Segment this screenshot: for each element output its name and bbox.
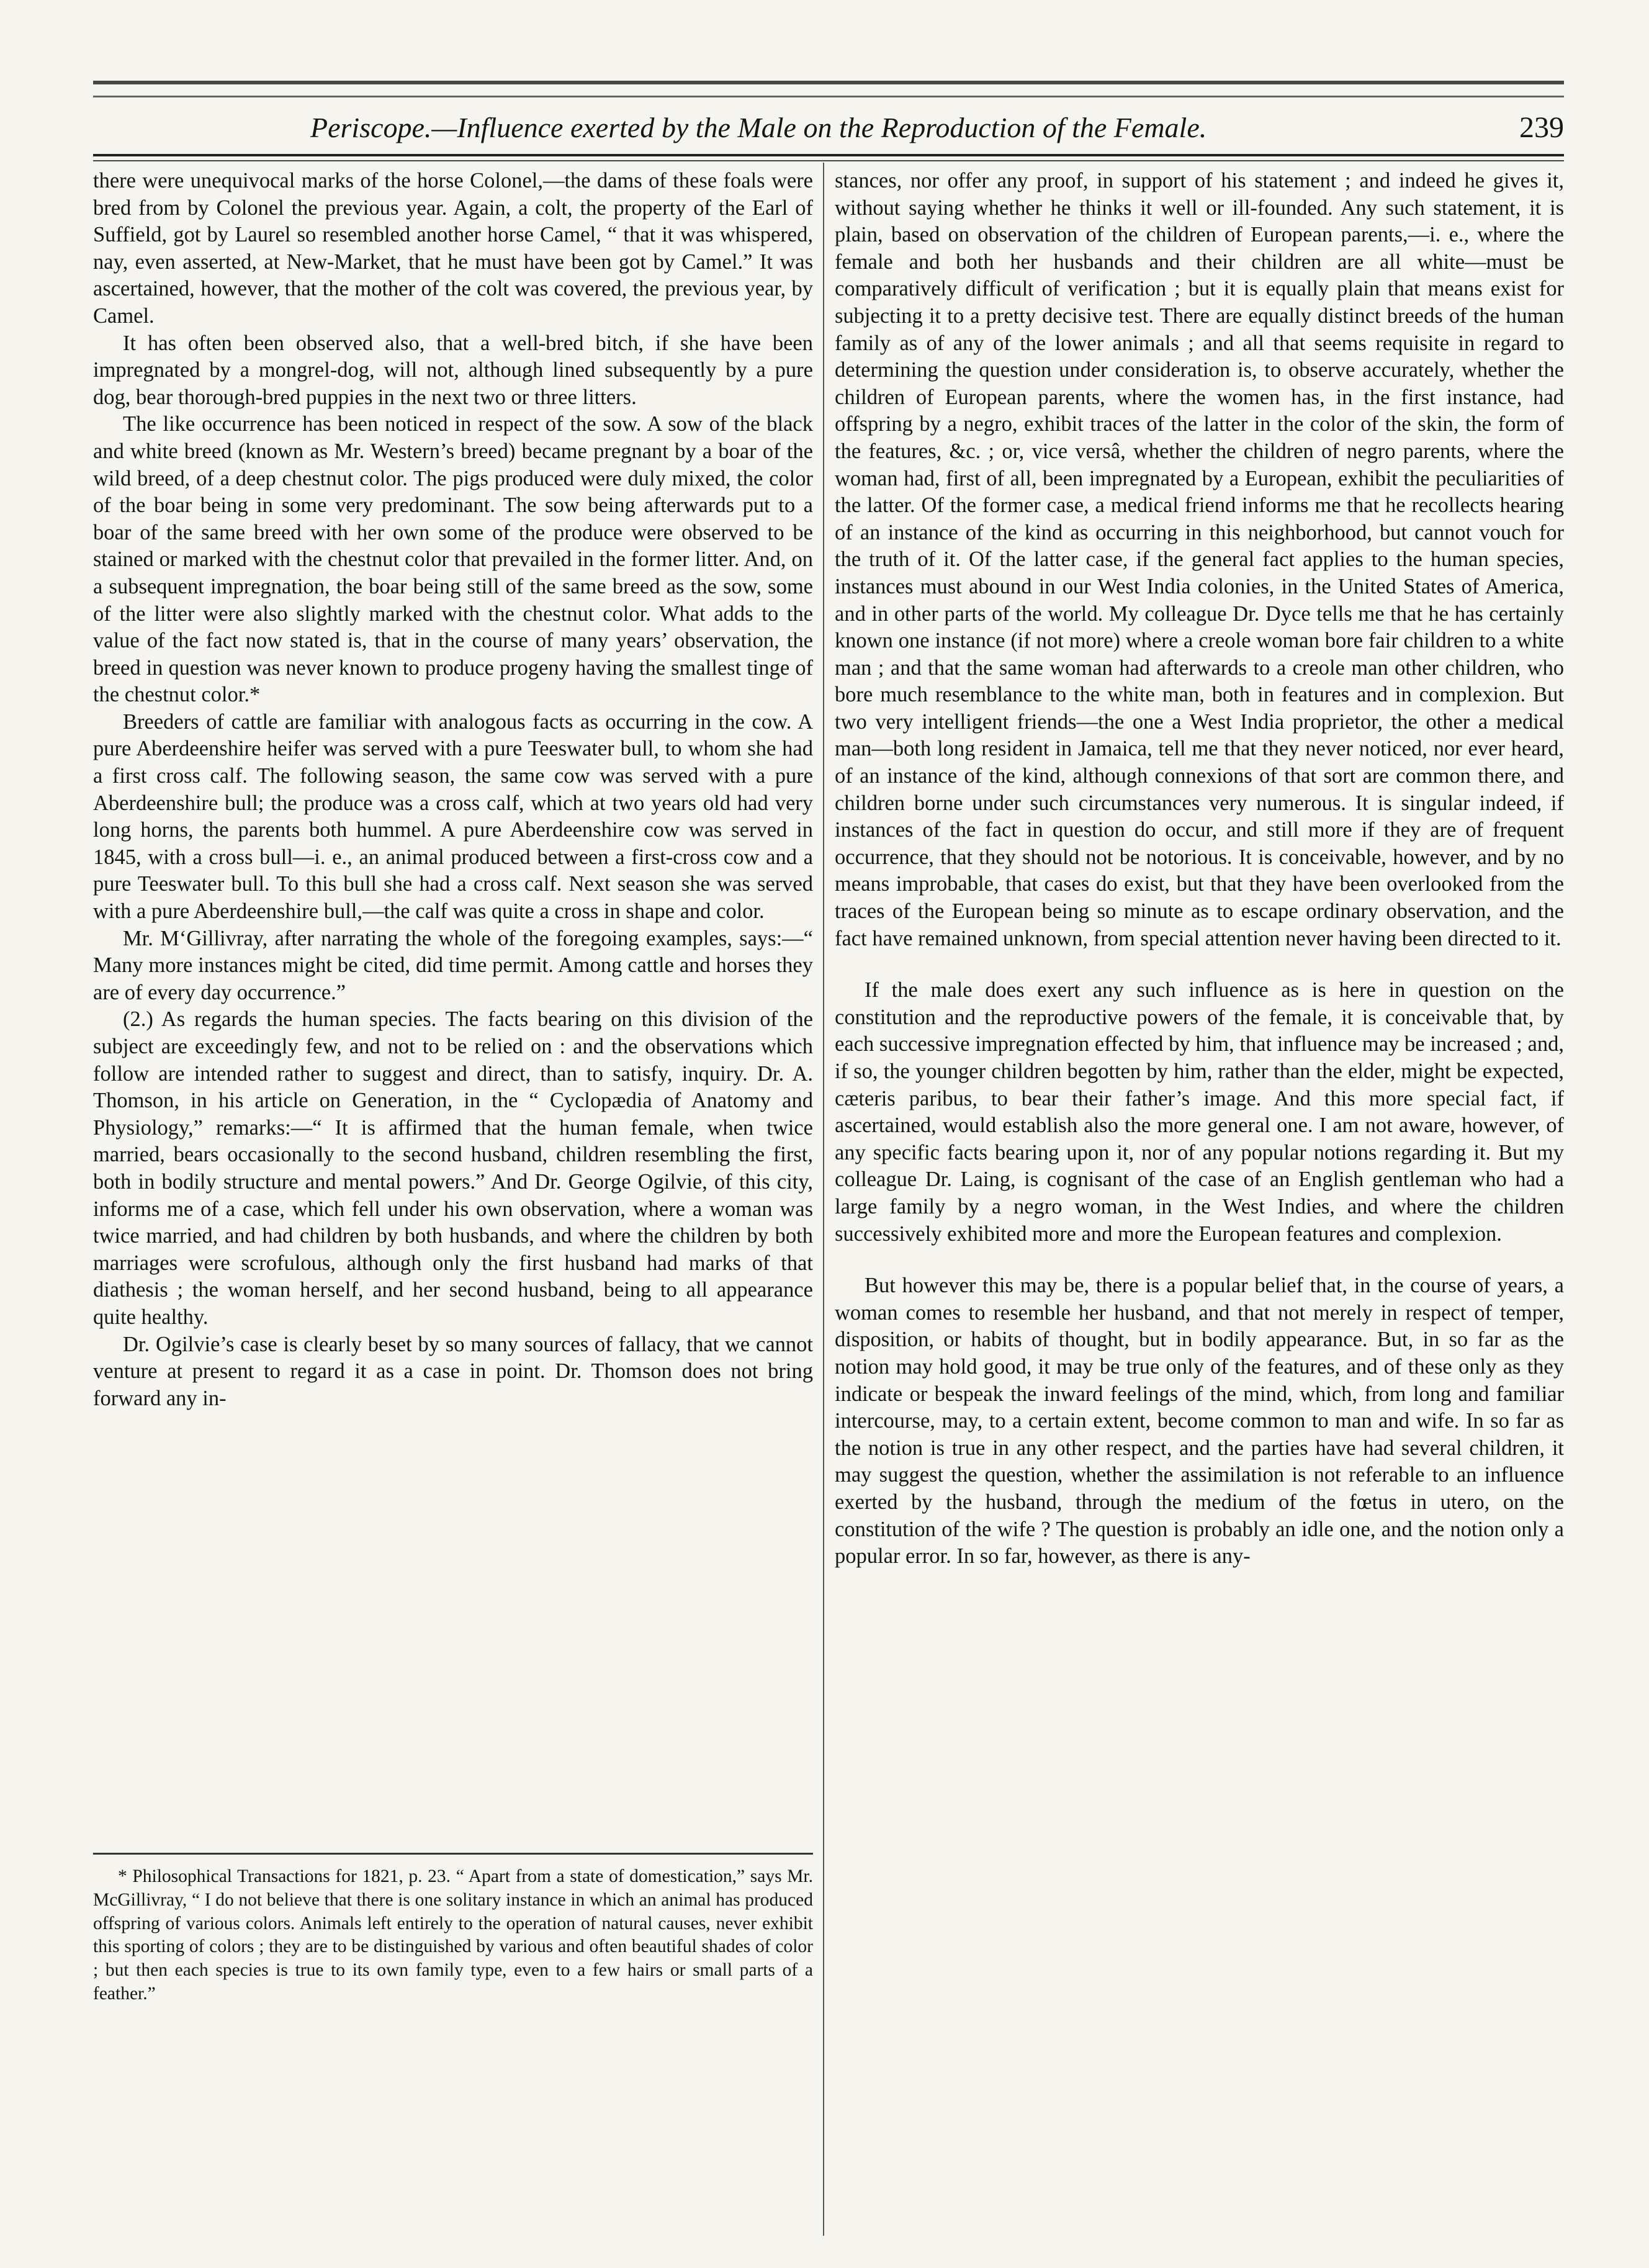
paragraph: there were unequivocal marks of the horse Colonel,—the dams of these foals were bred from by Colonel the previous year. Again, a colt, the property of the Earl of Suffield, got by Laurel so resembled another horse Camel, “ that it was whispered, nay, even asserted, at New-Market, that he must have been got by Camel.” It was ascertained, however, that the mother of the colt was covered, the previous year, by Camel. (93, 169, 813, 328)
footnote-text: * Philosophical Transactions for 1821, p. 23. “ Apart from a state of domestication,” says Mr. McGillivray, “ I do not believe that there is one solitary instance in which an animal has produced offspring of various colors. Animals left entirely to the operation of natural causes, never exhibit this sporting of colors ; they are to be distinguished by various and often beautiful shades of color ; but then each species is true to its own family type, even to a few hairs or small parts of a feather.” (93, 1866, 813, 2004)
paragraph: If the male does exert any such influence as is here in question on the constitution and the reproductive powers of the female, it is conceivable that, by each successive impregnation effected by him, that influence may be increased ; and, if so, the younger children begotten by him, rather than the elder, might be expected, cæteris paribus, to bear their father’s image. And this more special fact, if ascertained, would establish also the more general one. I am not aware, however, of any specific facts bearing upon it, nor of any popular notions regarding it. But my colleague Dr. Laing, is cognisant of the case of an English gentleman who had a large family by a negro woman, in the West Indies, and where the children successively exhibited more and more the European features and complexion. (835, 978, 1564, 1246)
header-rule (93, 154, 1564, 161)
paragraph: But however this may be, there is a popular belief that, in the course of years, a woman comes to resemble her husband, and that not merely in respect of temper, disposition, or habits of thought, but in bodily appearance. But, in so far as the notion may hold good, it may be true only of the features, and of these only as they indicate or bespeak the inward feelings of the mind, which, from long and familiar intercourse, may, to a certain extent, become common to man and wife. In so far as the notion is true in any other respect, and the parties have had several children, it may suggest the question, whether the assimilation is not referable to an influence exerted by the husband, through the medium of the fœtus in utero, on the constitution of the wife ? The question is probably an idle one, and the notion only a popular error. In so far, however, as there is any- (835, 1274, 1564, 1568)
footnote-rule (93, 1853, 813, 1855)
top-border-rule (93, 81, 1564, 97)
paragraph: stances, nor offer any proof, in support of his statement ; and indeed he gives it, without saying whether he thinks it well or ill-founded. Any such statement, it is plain, based on observation of the children of European parents,—i. e., where the female and both her husbands and their children are all white—must be comparatively difficult of verification ; but it is equally plain that means exist for subjecting it to a pretty decisive test. There are equally distinct breeds of the human family as of any of the lower animals ; and all that seems requisite in regard to determining the question under consideration is, to observe accurately, whether the children of European parents, where the women has, in the first instance, had offspring by a negro, exhibit traces of the latter in the color of the skin, the form of the features, &c. ; or, vice versâ, whether the children of negro parents, where the woman had, first of all, been impregnated by a European, exhibit the peculiarities of the latter. Of the former case, a medical friend informs me that he recollects hearing of an instance of the kind as occurring in this neighborhood, but cannot vouch for the truth of it. Of the latter case, if the general fact applies to the human species, instances must abound in our West India colonies, in the United States of America, and in other parts of the world. My colleague Dr. Dyce tells me that he has certainly known one instance (if not more) where a creole woman bore fair children to a white man ; and that the same woman had afterwards to a creole man other children, who bore much resemblance to the white man, both in features and in complexion. But two very intelligent friends—the one a West India proprietor, the other a medical man—both long resident in Jamaica, tell me that they never noticed, nor ever heard, of an instance of the kind, although connexions of that sort are common there, and children borne under such circumstances very numerous. It is singular indeed, if instances of the fact in question do occur, and still more if they are of frequent occurrence, that they should not be notorious. It is conceivable, however, and by no means improbable, that cases do exist, but that they have been overlooked from the traces of the European being so minute as to escape ordinary observation, and the fact have remained unknown, from special attention never having been directed to it. (835, 169, 1564, 950)
right-column (835, 168, 1564, 1570)
paragraph: It has often been observed also, that a well-bred bitch, if she have been impregnated by a mongrel-dog, will not, although lined subsequently by a pure dog, bear thorough-bred puppies in the next two or three litters. (93, 331, 813, 409)
running-title: Periscope.—Influence exerted by the Male on the Reproduction of the Female. (310, 111, 1207, 143)
running-header (93, 106, 1564, 149)
column-divider (823, 163, 824, 2236)
paragraph: Breeders of cattle are familiar with analogous facts as occurring in the cow. A pure Aberdeenshire heifer was served with a pure Teeswater bull, to whom she had a first cross calf. The following season, the same cow was served with a pure Aberdeenshire bull; the produce was a cross calf, which at two years old had very long horns, the parents both hummel. A pure Aberdeenshire cow was served in 1845, with a cross bull—i. e., an animal produced between a first-cross cow and a pure Teeswater bull. To this bull she had a cross calf. Next season she was served with a pure Aberdeenshire bull,—the calf was quite a cross in shape and color. (93, 709, 813, 924)
left-column (93, 168, 813, 1412)
paragraph: (2.) As regards the human species. The facts bearing on this division of the subject are exceedingly few, and not to be relied on : and the observations which follow are intended rather to suggest and direct, than to satisfy, inquiry. Dr. A. Thomson, in his article on Generation, in the “ Cyclopædia of Anatomy and Physiology,” remarks:—“ It is affirmed that the human female, when twice married, bears occasionally to the second husband, children resembling the first, both in bodily structure and mental powers.” And Dr. George Ogilvie, of this city, informs me of a case, which fell under his own observation, where a woman was twice married, and had children by both husbands, and where the children by both marriages were scrofulous, although only the first husband had marks of that diathesis ; the woman herself, and her second husband, being to all appearance quite healthy. (93, 1007, 813, 1329)
paragraph: The like occurrence has been noticed in respect of the sow. A sow of the black and white breed (known as Mr. Western’s breed) became pregnant by a boar of the wild breed, of a deep chestnut color. The pigs produced were duly mixed, the color of the boar being in some very predominant. The sow being afterwards put to a boar of the same breed with her own some of the produce were observed to be stained or marked with the chestnut color that prevailed in the former litter. And, on a subsequent impregnation, the boar being still of the same breed as the sow, some of the litter were also slightly marked with the chestnut color. What adds to the value of the fact now stated is, that in the course of many years’ observation, the breed in question was never known to produce progeny having the smallest tinge of the chestnut color.* (93, 412, 813, 707)
paragraph: Mr. M‘Gillivray, after narrating the whole of the foregoing examples, says:—“ Many more instances might be cited, did time permit. Among cattle and horses they are of every day occurrence.” (93, 926, 813, 1004)
paragraph: Dr. Ogilvie’s case is clearly beset by so many sources of fallacy, that we cannot venture at present to regard it as a case in point. Dr. Thomson does not bring forward any in- (93, 1332, 813, 1410)
page-number: 239 (1519, 110, 1564, 144)
footnote (93, 1865, 813, 2006)
